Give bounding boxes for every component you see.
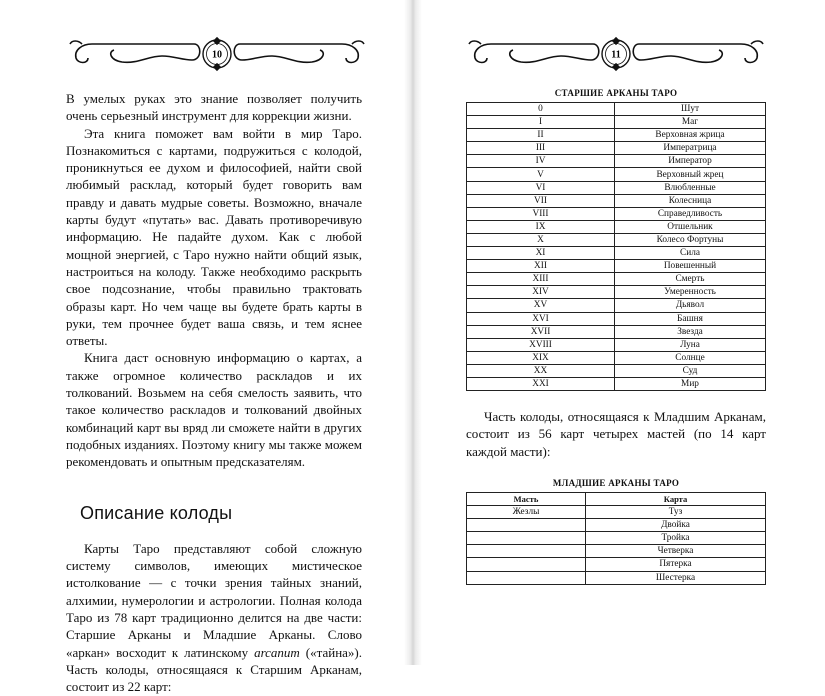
- table-cell-name: Звезда: [615, 325, 766, 338]
- table-row: [467, 129, 766, 142]
- table-row: [467, 532, 766, 545]
- table-cell-card: Четверка: [586, 545, 766, 558]
- table-cell-suit: [467, 532, 586, 545]
- table-row: [467, 103, 766, 116]
- column-header-card: Карта: [586, 492, 766, 505]
- table-cell-name: Император: [615, 155, 766, 168]
- table-cell-name: Умеренность: [615, 286, 766, 299]
- ornament-scroll-icon: [451, 32, 781, 76]
- table-cell-number: XII: [467, 260, 615, 273]
- major-arcana-table: [466, 102, 766, 391]
- table-cell-name: Маг: [615, 116, 766, 129]
- table-cell-number: XVIII: [467, 338, 615, 351]
- paragraph: Часть колоды, относящаяся к Младшим Арканам, состоит из 56 карт четырех мастей (по 14 карт каждой масти):: [466, 409, 766, 459]
- table-row: [467, 168, 766, 181]
- table-row: [467, 155, 766, 168]
- table-cell-name: Сила: [615, 247, 766, 260]
- table-row: [467, 260, 766, 273]
- table-row: [467, 299, 766, 312]
- paragraph-text: Карты Таро представляют собой сложную систему символов, имеющих мистическое истолкование — с точки зрения тайных знаний, алхимии, нумерологии и астрологии. Полная колода Таро из 78 карт традиционно делится на две части: Старшие Арканы и Младшие Арканы. Слово «аркан» восходит к латинскому: [66, 540, 362, 660]
- table-row: [467, 338, 766, 351]
- table-row: [467, 571, 766, 584]
- table-row: [467, 519, 766, 532]
- table-row: [467, 325, 766, 338]
- left-page-body: [66, 90, 362, 696]
- table-cell-name: Шут: [615, 103, 766, 116]
- table-cell-number: XVI: [467, 312, 615, 325]
- table-cell-name: Верховный жрец: [615, 168, 766, 181]
- paragraph: [66, 540, 362, 696]
- page-number: 10: [212, 49, 222, 61]
- table-cell-name: Отшельник: [615, 220, 766, 233]
- table-row: [467, 286, 766, 299]
- table-row: [467, 233, 766, 246]
- table-cell-name: Повешенный: [615, 260, 766, 273]
- table-cell-name: Суд: [615, 364, 766, 377]
- table-cell-card: Двойка: [586, 519, 766, 532]
- table-cell-number: XI: [467, 247, 615, 260]
- table-row: [467, 194, 766, 207]
- table-cell-name: Влюбленные: [615, 181, 766, 194]
- table-row: [467, 312, 766, 325]
- paragraph: Эта книга поможет вам войти в мир Таро. Познакомиться с картами, подружиться с колодой, проникнуться ее духом и философией, найти свой любимый расклад, который будет говорить вам правду и давать мудрые советы. Возможно, вначале карты будут «путать» вас. Давать противоречивую информацию. Не падайте духом. Как с любой мощной энергией, с Таро нужно найти общий язык, настроиться на колоду. Также необходимо раскрыть свое подсознание, чтобы правильно трактовать образы карт. Но чем чаще вы будете брать карты в руки, тем прочнее будет ваша связь, и тем яснее ответы.: [66, 125, 362, 349]
- table-cell-card: Шестерка: [586, 571, 766, 584]
- table-cell-number: 0: [467, 103, 615, 116]
- right-page-body: [466, 88, 766, 585]
- table-cell-name: Колесо Фортуны: [615, 233, 766, 246]
- table-row: [467, 116, 766, 129]
- right-header-ornament: [451, 32, 781, 76]
- paragraph: Книга даст основную информацию о картах, а также огромное количество раскладов и их толкований. Возьмем на себя смелость заявить, что такое количество раскладов и толкований двойных комбинаций карт вы вряд ли сможете найти в других подобных изданиях. Поэтому книгу мы также можем рекомендовать и опытным предсказателям.: [66, 350, 362, 470]
- table-cell-number: XIV: [467, 286, 615, 299]
- table-cell-number: V: [467, 168, 615, 181]
- table-cell-number: XIX: [467, 351, 615, 364]
- table-cell-suit: Жезлы: [467, 506, 586, 519]
- page-number: 11: [611, 49, 621, 61]
- table-cell-number: XXI: [467, 377, 615, 390]
- table-cell-suit: [467, 571, 586, 584]
- table-row: [467, 273, 766, 286]
- table-cell-number: IX: [467, 220, 615, 233]
- table-row: [467, 377, 766, 390]
- table-header-row: [467, 492, 766, 505]
- table-cell-suit: [467, 519, 586, 532]
- table-cell-number: III: [467, 142, 615, 155]
- table-cell-name: Луна: [615, 338, 766, 351]
- table-cell-number: XVII: [467, 325, 615, 338]
- table-cell-name: Смерть: [615, 273, 766, 286]
- table-cell-card: Пятерка: [586, 558, 766, 571]
- table-row: [467, 247, 766, 260]
- table-cell-number: XV: [467, 299, 615, 312]
- table-cell-name: Дьявол: [615, 299, 766, 312]
- table-cell-number: I: [467, 116, 615, 129]
- paragraph: В умелых руках это знание позволяет получить очень серьезный инструмент для коррекции жизни.: [66, 91, 362, 124]
- table-row: [467, 558, 766, 571]
- table-cell-card: Туз: [586, 506, 766, 519]
- table-cell-name: Справедливость: [615, 207, 766, 220]
- table-cell-name: Верховная жрица: [615, 129, 766, 142]
- section-heading: Описание колоды: [80, 502, 233, 523]
- table-cell-suit: [467, 545, 586, 558]
- latin-term: arcanum: [254, 644, 300, 660]
- ornament-scroll-icon: [52, 32, 382, 76]
- table-row: [467, 364, 766, 377]
- table-cell-suit: [467, 558, 586, 571]
- table-row: [467, 207, 766, 220]
- table-cell-card: Тройка: [586, 532, 766, 545]
- table-cell-name: Колесница: [615, 194, 766, 207]
- table-cell-number: VII: [467, 194, 615, 207]
- table-cell-name: Императрица: [615, 142, 766, 155]
- table-cell-number: XIII: [467, 273, 615, 286]
- table-row: [467, 220, 766, 233]
- table-row: [467, 181, 766, 194]
- minor-arcana-table: [466, 492, 766, 585]
- table-cell-number: II: [467, 129, 615, 142]
- book-gutter: [404, 0, 422, 665]
- table-row: [467, 351, 766, 364]
- table-cell-number: VI: [467, 181, 615, 194]
- table-row: [467, 142, 766, 155]
- table-row: [467, 506, 766, 519]
- table-cell-number: VIII: [467, 207, 615, 220]
- table-row: [467, 545, 766, 558]
- table-cell-name: Башня: [615, 312, 766, 325]
- table-cell-name: Солнце: [615, 351, 766, 364]
- table-cell-number: XX: [467, 364, 615, 377]
- table-cell-number: IV: [467, 155, 615, 168]
- table-cell-name: Мир: [615, 377, 766, 390]
- left-header-ornament: [52, 32, 382, 76]
- column-header-suit: Масть: [467, 492, 586, 505]
- minor-arcana-title: МЛАДШИЕ АРКАНЫ ТАРО: [552, 477, 680, 488]
- major-arcana-title: СТАРШИЕ АРКАНЫ ТАРО: [554, 88, 678, 98]
- paragraph-text: («тайна»). Часть колоды, относящаяся к Старшим Арканам, состоит из 22 карт:: [66, 644, 362, 695]
- table-cell-number: X: [467, 233, 615, 246]
